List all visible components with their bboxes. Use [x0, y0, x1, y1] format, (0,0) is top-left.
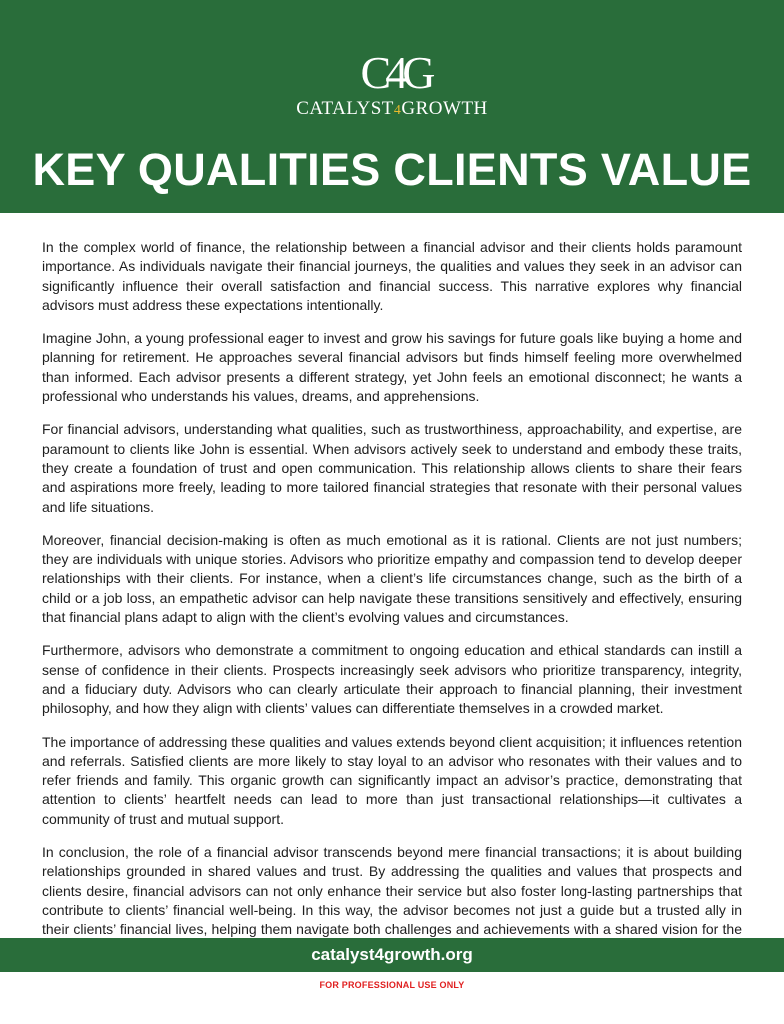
logo-text-four: 4: [393, 103, 402, 118]
page-title: KEY QUALITIES CLIENTS VALUE: [32, 144, 752, 195]
paragraph-3: For financial advisors, understanding what qualities, such as trustworthiness, approachability, and expertise, are paramount to clients like John is essential. When advisors actively seek to understand and embody these traits, they create a foundation of trust and open communication. This relationship allows clients to share their fears and aspirations more freely, leading to more tailored financial strategies that resonate with their personal values and life situations.: [42, 421, 742, 515]
paragraph-6: The importance of addressing these qualities and values extends beyond client acquisition; it influences retention and referrals. Satisfied clients are more likely to stay loyal to an advisor who resonates with their values and to refer friends and family. This organic growth can significantly impact an advisor’s practice, demonstrating that attention to clients’ heartfelt needs can lead to more than just transactional relationships—it cultivates a community of trust and mutual support.: [42, 733, 742, 827]
paragraph-4: Moreover, financial decision-making is often as much emotional as it is rational. Clients are not just numbers; they are individuals with unique stories. Advisors who prioritize empathy and compassion tend to develop deeper relationships with their clients. For instance, when a client’s life circumstances change, such as the birth of a child or a job loss, an empathetic advisor can help navigate these transitions sensitively and effectively, ensuring that financial plans adapt to align with the client’s evolving values and circumstances.: [42, 531, 742, 626]
paragraph-5: Furthermore, advisors who demonstrate a commitment to ongoing education and ethical standards can instill a sense of confidence in their clients. Prospects increasingly seek advisors who prioritize transparency, integrity, and a fiduciary duty. Advisors who can clearly articulate their approach to financial planning, their investment philosophy, and how they align with clients’ values can differentiate themselves in a crowded market.: [42, 642, 742, 717]
article-body: [42, 238, 742, 973]
svg-text:C4G: C4G: [360, 47, 430, 94]
paragraph-2: Imagine John, a young professional eager to invest and grow his savings for future goals like buying a home and planning for retirement. He approaches several financial advisors but finds himself feeling more overwhelmed than informed. Each advisor presents a different strategy, yet John feels an emotional disconnect; he wants a professional who understands his values, dreams, and apprehensions.: [42, 330, 742, 405]
logo-text-left: CATALYST: [296, 98, 394, 119]
logo-text-right: GROWTH: [401, 98, 488, 119]
logo-wordmark: [0, 98, 784, 120]
disclaimer-text: FOR PROFESSIONAL USE ONLY: [319, 980, 465, 990]
paragraph-1: In the complex world of finance, the relationship between a financial advisor and their clients holds paramount importance. As individuals navigate their financial journeys, the qualities and values they seek in an advisor can significantly influence their overall satisfaction and financial success. This narrative explores why financial advisors must address these expectations intentionally.: [42, 239, 742, 313]
website-link[interactable]: catalyst4growth.org: [311, 945, 473, 964]
paragraph-7: In conclusion, the role of a financial advisor transcends beyond mere financial transactions; it is about building relationships grounded in shared values and trust. By addressing the qualities and values that prospects and clients desire, financial advisors can not only enhance their service but also foster long-lasting partnerships that contribute to clients’ financial well-being. In this way, the advisor becomes not just a guide but a trusted ally in their clients’ financial lives, helping them navigate both challenges and achievements with a shared vision for the: [42, 844, 742, 938]
header-banner: [0, 0, 784, 213]
c4g-logo-mark: [345, 44, 445, 94]
company-logo: [0, 40, 784, 122]
